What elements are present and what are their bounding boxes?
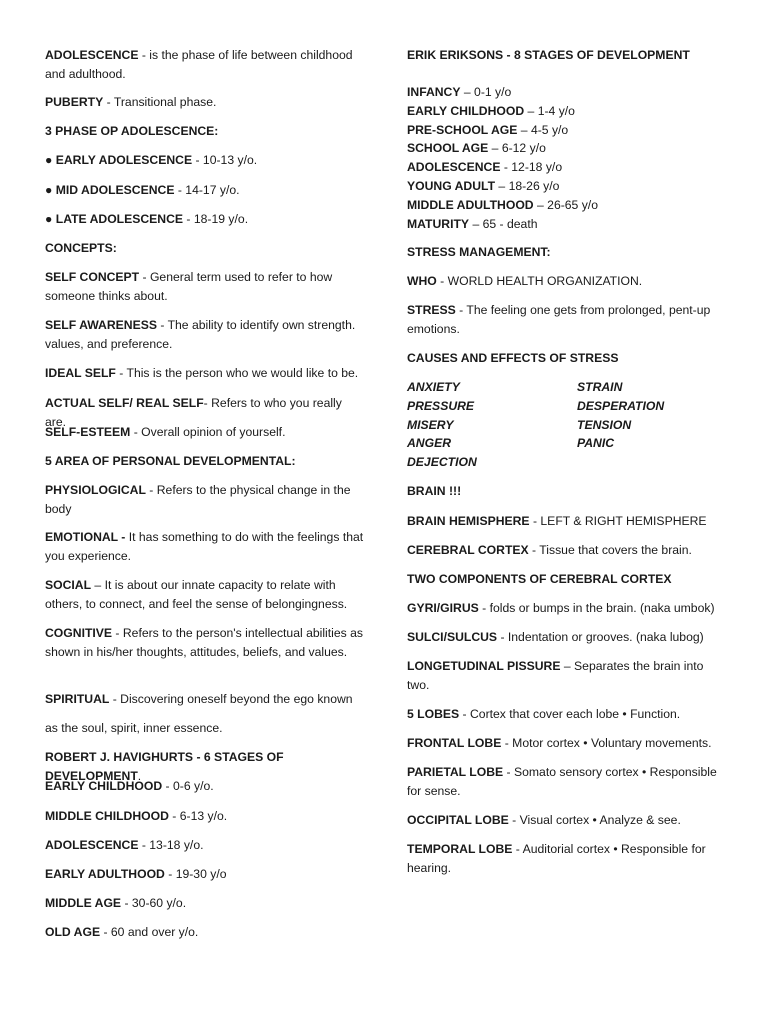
paragraph-early-adulthood	[45, 865, 365, 884]
definition: - The feeling one gets from prolonged, pent-up emotions.	[407, 303, 711, 336]
term: SELF-ESTEEM	[45, 425, 131, 439]
list-item: DEJECTION	[407, 455, 477, 470]
list-item: ANGER	[407, 436, 452, 451]
paragraph-old-age	[45, 923, 365, 942]
definition: - 12-18 y/o	[500, 160, 563, 175]
term: COGNITIVE	[45, 626, 113, 640]
paragraph-who	[407, 272, 727, 291]
term: TEMPORAL LOBE	[407, 842, 513, 856]
term: SCHOOL AGE	[407, 141, 489, 156]
term: FRONTAL LOBE	[407, 736, 502, 750]
paragraph-mid-adolescence	[45, 181, 365, 200]
definition: - 13-18 y/o.	[138, 838, 204, 852]
definition: - Refers to the physical change in the body	[45, 483, 351, 516]
definition: – 1-4 y/o	[524, 103, 575, 118]
list-item: ANXIETY	[407, 380, 460, 394]
term: SPIRITUAL	[45, 692, 110, 706]
list-item: PANIC	[577, 436, 615, 451]
definition: - Transitional phase.	[103, 95, 217, 109]
definition: - This is the person who we would like to be.	[115, 366, 359, 380]
paragraph-middle-age	[45, 894, 365, 913]
paragraph-stress	[407, 301, 727, 339]
term: CEREBRAL CORTEX	[407, 543, 529, 557]
list-item	[407, 196, 727, 215]
causes-column-left	[407, 378, 477, 472]
term: ADOLESCENCE	[407, 160, 501, 175]
term: ● LATE ADOLESCENCE	[45, 212, 184, 226]
list-item: PRESSURE	[407, 398, 475, 413]
term: SELF CONCEPT	[45, 270, 140, 284]
definition: - Somato sensory cortex • Responsible for sense.	[407, 765, 717, 798]
paragraph-cognitive	[45, 624, 365, 662]
definition: - folds or bumps in the brain. (naka umbok)	[478, 601, 715, 615]
causes-column-right	[577, 378, 664, 453]
paragraph-puberty	[45, 93, 365, 112]
heading-text: CONCEPTS:	[45, 241, 117, 255]
term: PUBERTY	[45, 95, 104, 109]
term: PRE-SCHOOL AGE	[407, 122, 518, 137]
list-item	[407, 102, 727, 121]
definition: – 0-1 y/o	[460, 85, 512, 99]
definition: - 19-30 y/o	[164, 867, 227, 881]
heading-text: TWO COMPONENTS OF CEREBRAL CORTEX	[407, 572, 672, 586]
list-item	[407, 83, 727, 102]
heading-stress-management	[407, 243, 727, 262]
term: MIDDLE CHILDHOOD	[45, 809, 169, 823]
definition: as the soul, spirit, inner essence.	[45, 721, 223, 735]
term: LONGETUDINAL PISSURE	[407, 659, 561, 673]
paragraph-adolescence-2	[45, 836, 365, 855]
term: ACTUAL SELF/ REAL SELF	[45, 396, 204, 410]
paragraph-longitudinal-fissure	[407, 657, 727, 695]
paragraph-self-esteem	[45, 423, 365, 442]
paragraph-brain-hemisphere	[407, 512, 727, 531]
term: OLD AGE	[45, 925, 101, 939]
paragraph-5-lobes	[407, 705, 727, 724]
term: ADOLESCENCE	[45, 48, 139, 62]
term: ● EARLY ADOLESCENCE	[45, 153, 193, 167]
heading-phases	[45, 122, 365, 141]
term: SELF AWARENESS	[45, 318, 157, 332]
paragraph-early-childhood	[45, 777, 365, 796]
term: MIDDLE AGE	[45, 896, 122, 910]
paragraph-self-concept	[45, 268, 365, 306]
definition: - Auditorial cortex • Responsible for hearing.	[407, 842, 706, 875]
definition: - WORLD HEALTH ORGANIZATION.	[436, 274, 643, 288]
definition: - 0-6 y/o.	[162, 779, 214, 793]
list-item: STRAIN	[577, 380, 623, 394]
definition: - Overall opinion of yourself.	[130, 425, 286, 439]
term: MIDDLE ADULTHOOD	[407, 197, 534, 212]
definition: - The ability to identify own strength. values, and preference.	[45, 318, 356, 351]
term: EMOTIONAL -	[45, 530, 126, 544]
term: IDEAL SELF	[45, 366, 116, 380]
definition: - Refers to the person's intellectual abilities as shown in his/her thoughts, attitudes, beliefs, and values.	[45, 626, 363, 659]
definition: - LEFT & RIGHT HEMISPHERE	[529, 514, 707, 528]
definition: - Cortex that cover each lobe • Function.	[459, 707, 681, 721]
definition: - is the phase of life between childhood and adulthood.	[45, 48, 353, 81]
term: YOUNG ADULT	[407, 178, 496, 193]
term: BRAIN HEMISPHERE	[407, 514, 530, 528]
heading-text: BRAIN !!!	[407, 484, 462, 498]
heading-brain	[407, 482, 727, 501]
paragraph-ideal-self	[45, 364, 365, 383]
definition: – 18-26 y/o	[495, 178, 560, 193]
term: 5 LOBES	[407, 707, 460, 721]
list-item	[407, 177, 727, 196]
definition: – 4-5 y/o	[517, 122, 569, 137]
heading-text: ROBERT J. HAVIGHURTS - 6 STAGES OF DEVELOPMENT	[45, 750, 284, 783]
heading-causes-effects	[407, 349, 727, 368]
definition: - Tissue that covers the brain.	[528, 543, 692, 557]
paragraph-self-awareness	[45, 316, 365, 354]
definition: - 6-13 y/o.	[168, 809, 228, 823]
heading-personal-development	[45, 452, 365, 471]
list-item	[407, 139, 727, 158]
paragraph-spiritual	[45, 690, 365, 709]
definition: - 14-17 y/o.	[174, 183, 240, 197]
definition: – It is about our innate capacity to relate with others, to connect, and feel the sense of belongingness.	[45, 578, 348, 611]
definition: – 6-12 y/o	[488, 141, 546, 156]
definition: – 65 - death	[469, 216, 538, 231]
heading-text: CAUSES AND EFFECTS OF STRESS	[407, 351, 619, 365]
term: ● MID ADOLESCENCE	[45, 183, 175, 197]
paragraph-parietal-lobe	[407, 763, 727, 801]
definition: - 10-13 y/o.	[192, 153, 258, 167]
term: PARIETAL LOBE	[407, 765, 504, 779]
term: INFANCY	[407, 85, 461, 99]
definition: - Visual cortex • Analyze & see.	[508, 813, 681, 827]
term: ADOLESCENCE	[45, 838, 139, 852]
definition: - 18-19 y/o.	[183, 212, 249, 226]
paragraph-adolescence	[45, 46, 365, 84]
paragraph-emotional	[45, 528, 365, 566]
paragraph-occipital-lobe	[407, 811, 727, 830]
definition: - General term used to refer to how someone thinks about.	[45, 270, 333, 303]
term: GYRI/GIRUS	[407, 601, 479, 615]
paragraph-sulci	[407, 628, 727, 647]
heading-text: 5 AREA OF PERSONAL DEVELOPMENTAL:	[45, 454, 296, 468]
definition: .	[137, 768, 142, 783]
heading-concepts	[45, 239, 365, 258]
paragraph-cerebral-cortex	[407, 541, 727, 560]
term: STRESS	[407, 303, 456, 317]
list-item	[407, 121, 727, 140]
paragraph-physiological	[45, 481, 365, 519]
paragraph-social	[45, 576, 365, 614]
term: EARLY CHILDHOOD	[407, 103, 525, 118]
erikson-stages-list	[407, 83, 727, 233]
heading-text: 3 PHASE OP ADOLESCENCE:	[45, 124, 219, 138]
term: SOCIAL	[45, 578, 92, 592]
term: OCCIPITAL LOBE	[407, 813, 509, 827]
term: WHO	[407, 274, 437, 288]
paragraph-middle-childhood	[45, 807, 365, 826]
definition: - Motor cortex • Voluntary movements.	[501, 736, 712, 750]
heading-erikson	[407, 46, 727, 65]
paragraph-spiritual-cont	[45, 719, 365, 738]
list-item: TENSION	[577, 417, 632, 432]
paragraph-frontal-lobe	[407, 734, 727, 753]
term: EARLY ADULTHOOD	[45, 867, 165, 881]
definition: - Indentation or grooves. (naka lubog)	[497, 630, 704, 644]
definition: - 60 and over y/o.	[100, 925, 199, 939]
definition: - 30-60 y/o.	[121, 896, 187, 910]
term: EARLY CHILDHOOD	[45, 779, 163, 793]
term: MATURITY	[407, 216, 470, 231]
paragraph-gyri	[407, 599, 727, 618]
paragraph-early-adolescence	[45, 151, 365, 170]
heading-text: STRESS MANAGEMENT:	[407, 245, 551, 259]
list-item: MISERY	[407, 417, 454, 432]
paragraph-temporal-lobe	[407, 840, 727, 878]
heading-text: ERIK ERIKSONS - 8 STAGES OF DEVELOPMENT	[407, 48, 690, 62]
list-item	[407, 215, 727, 234]
heading-cortex-components	[407, 570, 727, 589]
definition: – 26-65 y/o	[533, 197, 598, 212]
definition: - Discovering oneself beyond the ego known	[109, 692, 353, 706]
term: SULCI/SULCUS	[407, 630, 498, 644]
definition: It has something to do with the feelings that you experience.	[45, 530, 364, 563]
list-item: DESPERATION	[577, 398, 665, 413]
list-item	[407, 158, 727, 177]
definition: - Refers to who you really are.	[45, 396, 342, 429]
definition: – Separates the brain into two.	[407, 659, 704, 692]
term: PHYSIOLOGICAL	[45, 483, 146, 497]
paragraph-late-adolescence	[45, 210, 365, 229]
